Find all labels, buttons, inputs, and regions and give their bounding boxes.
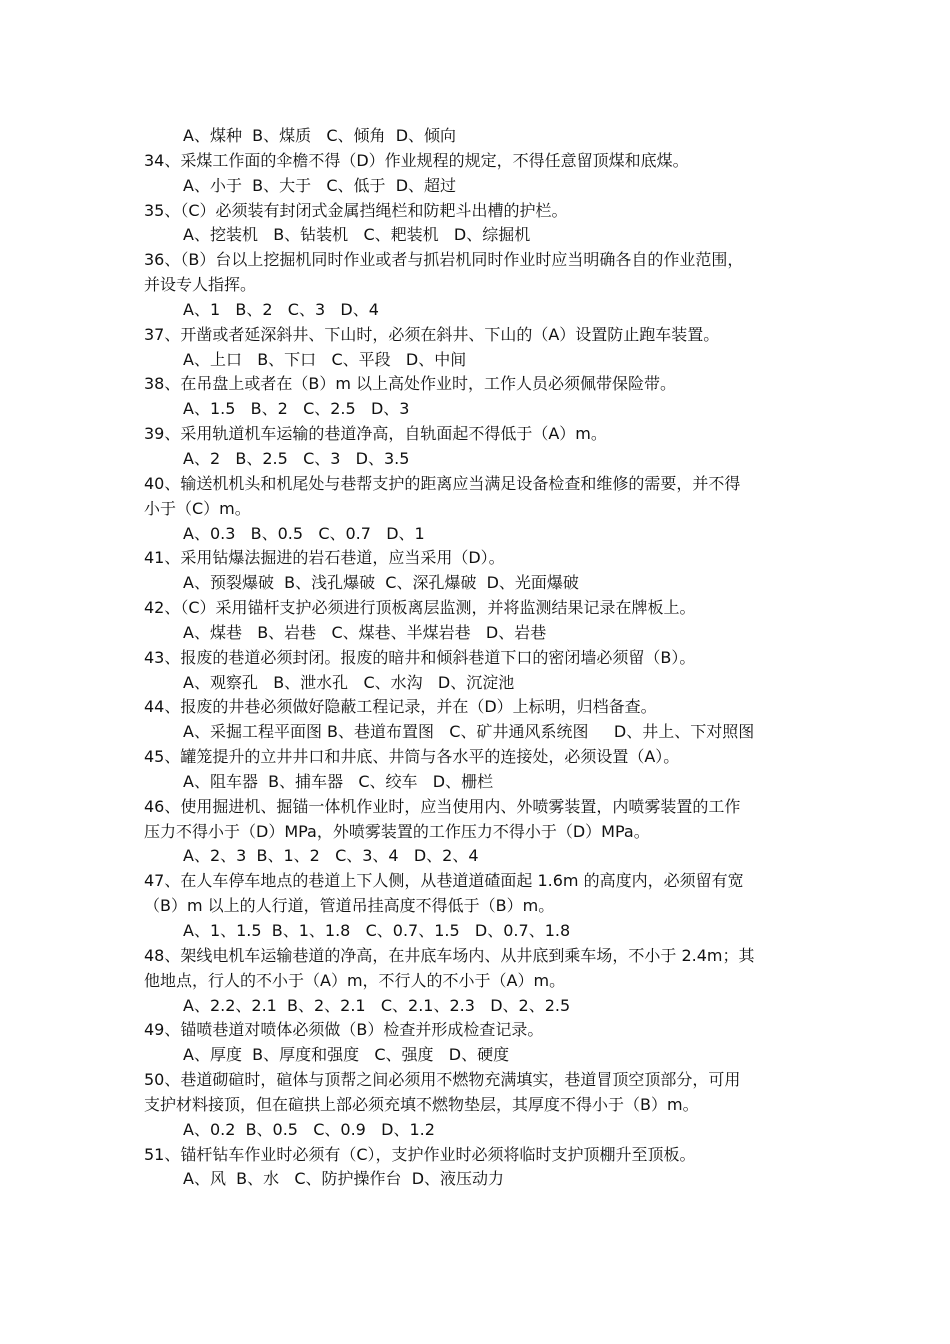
answer-options-line: A、1、1.5 B、1、1.8 C、0.7、1.5 D、0.7、1.8	[183, 921, 571, 940]
question-line: （B）m 以上的人行道，管道吊挂高度不得低于（B）m。	[144, 896, 555, 916]
answer-options-line: A、上口 B、下口 C、平段 D、中间	[183, 349, 467, 369]
question-line: 50、巷道砌碹时，碹体与顶帮之间必须用不燃物充满填实，巷道冒顶空顶部分，可用	[144, 1070, 741, 1090]
question-line: 45、罐笼提升的立井井口和井底、井筒与各水平的连接处，必须设置（A）。	[144, 747, 680, 767]
question-line: 并设专人指挥。	[144, 275, 257, 295]
answer-options-line: A、风 B、水 C、防护操作台 D、液压动力	[183, 1169, 505, 1189]
question-line: 35、（C）必须装有封闭式金属挡绳栏和防耙斗出槽的护栏。	[144, 200, 568, 220]
question-line: 41、采用钻爆法掘进的岩石巷道，应当采用（D）。	[144, 548, 505, 568]
answer-options-line: A、2 B、2.5 C、3 D、3.5	[183, 448, 410, 468]
question-line: 小于（C）m。	[144, 498, 251, 518]
answer-options-line: A、小于 B、大于 C、低于 D、超过	[183, 175, 457, 195]
answer-options-line: A、0.2 B、0.5 C、0.9 D、1.2	[183, 1119, 435, 1139]
question-line: 46、使用掘进机、掘锚一体机作业时，应当使用内、外喷雾装置，内喷雾装置的工作	[144, 796, 741, 816]
answer-options-line: A、2、3 B、1、2 C、3、4 D、2、4	[183, 846, 479, 866]
question-line: 他地点，行人的不小于（A）m，不行人的不小于（A）m。	[144, 970, 566, 990]
question-line: 48、架线电机车运输巷道的净高，在井底车场内、从井底到乘车场，不小于 2.4m；其	[144, 945, 755, 965]
question-line: 34、采煤工作面的伞檐不得（D）作业规程的规定，不得任意留顶煤和底煤。	[144, 150, 689, 170]
question-line: 49、锚喷巷道对喷体必须做（B）检查并形成检查记录。	[144, 1020, 544, 1040]
question-line: 40、输送机机头和机尾处与巷帮支护的距离应当满足设备检查和维修的需要，并不得	[144, 473, 741, 493]
answer-options-line: A、煤巷 B、岩巷 C、煤巷、半煤岩巷 D、岩巷	[183, 622, 547, 642]
answer-options-line: A、厚度 B、厚度和强度 C、强度 D、硬度	[183, 1045, 510, 1065]
question-line: 36、（B）台以上挖掘机同时作业或者与抓岩机同时作业时应当明确各自的作业范围，	[144, 250, 744, 270]
answer-options-line: A、预裂爆破 B、浅孔爆破 C、深孔爆破 D、光面爆破	[183, 573, 579, 593]
answer-options-line: A、煤种 B、煤质 C、倾角 D、倾向	[183, 126, 457, 145]
answer-options-line: A、1 B、2 C、3 D、4	[183, 299, 379, 319]
question-line: 42、（C）采用锚杆支护必须进行顶板离层监测，并将监测结果记录在牌板上。	[144, 598, 696, 618]
answer-options-line: A、观察孔 B、泄水孔 C、水沟 D、沉淀池	[183, 672, 515, 692]
answer-options-line: A、2.2、2.1 B、2、2.1 C、2.1、2.3 D、2、2.5	[183, 995, 571, 1015]
question-line: 51、锚杆钻车作业时必须有（C），支护作业时必须将临时支护顶棚升至顶板。	[144, 1144, 696, 1164]
question-line: 39、采用轨道机车运输的巷道净高，自轨面起不得低于（A）m。	[144, 424, 607, 444]
answer-options-line: A、挖装机 B、钻装机 C、耙装机 D、综掘机	[183, 225, 531, 245]
question-line: 37、开凿或者延深斜井、下山时，必须在斜井、下山的（A）设置防止跑车装置。	[144, 324, 720, 344]
question-line: 43、报废的巷道必须封闭。报废的暗井和倾斜巷道下口的密闭墙必须留（B）。	[144, 647, 696, 667]
question-line: 支护材料接顶，但在碹拱上部必须充填不燃物垫层，其厚度不得小于（B）m。	[144, 1094, 699, 1114]
answer-options-line: A、1.5 B、2 C、2.5 D、3	[183, 399, 410, 419]
question-line: 38、在吊盘上或者在（B）m 以上高处作业时，工作人员必须佩带保险带。	[144, 374, 677, 394]
answer-options-line: A、阻车器 B、捕车器 C、绞车 D、栅栏	[183, 771, 494, 791]
question-line: 压力不得小于（D）MPa，外喷雾装置的工作压力不得小于（D）MPa。	[144, 821, 650, 841]
document-body	[0, 124, 950, 1192]
question-line: 44、报废的井巷必须做好隐蔽工程记录，并在（D）上标明，归档备查。	[144, 697, 657, 717]
question-line: 47、在人车停车地点的巷道上下人侧，从巷道道碴面起 1.6m 的高度内，必须留有宽	[144, 871, 744, 891]
answer-options-line: A、采掘工程平面图 B、巷道布置图 C、矿井通风系统图 D、井上、下对照图	[183, 722, 755, 742]
answer-options-line: A、0.3 B、0.5 C、0.7 D、1	[183, 523, 425, 543]
